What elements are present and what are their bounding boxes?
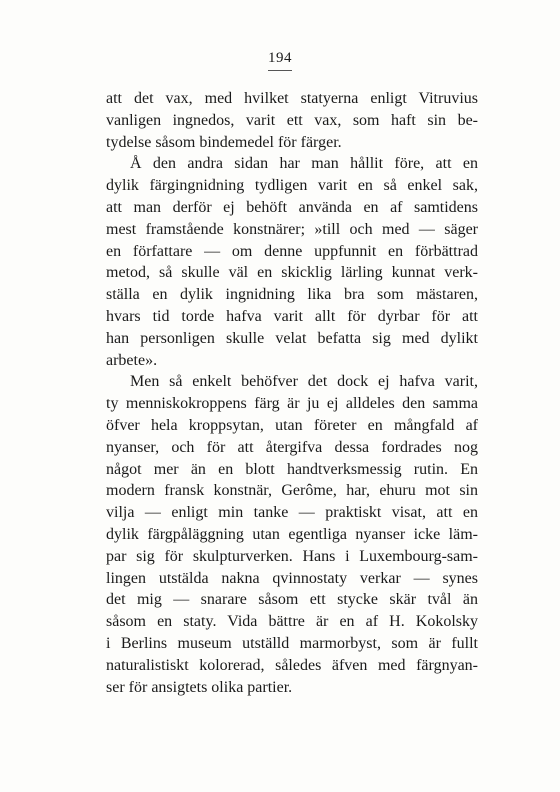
text-line: tydelse såsom bindemedel för färger. bbox=[106, 133, 342, 151]
text-line: nyanser, och för att återgifva dessa fordrades nog bbox=[106, 438, 478, 456]
text-line: öfver hela kroppsytan, utan företer en mångfald af bbox=[106, 416, 478, 434]
text-line: hvars tid torde hafva varit allt för dyrbar för att bbox=[106, 307, 478, 325]
text-line: såsom en staty. Vida bättre är en af H. Kokolsky bbox=[106, 613, 478, 631]
text-line: dylik färgingnidning tydligen varit en så enkel sak, bbox=[106, 177, 478, 195]
text-line: något mer än en blott handtverksmessig rutin. En bbox=[106, 460, 478, 478]
text-line: vilja — enligt min tanke — praktiskt visat, att en bbox=[106, 504, 478, 522]
text-line: han personligen skulle velat befatta sig med dylikt bbox=[106, 329, 478, 347]
text-line: det mig — snarare såsom ett stycke skär tvål än bbox=[106, 591, 478, 609]
body-text bbox=[106, 88, 478, 698]
text-line: vanligen ingnedos, varit ett vax, som haft sin be- bbox=[106, 111, 478, 129]
text-line: mest framstående konstnärer; »till och med — säger bbox=[106, 220, 478, 238]
text-line: naturalistiskt kolorerad, således äfven med färgnyan- bbox=[106, 656, 478, 674]
page-number-rule bbox=[268, 70, 292, 71]
text-line: dylik färgpåläggning utan egentliga nyanser icke läm- bbox=[106, 525, 478, 543]
text-line: ställa en dylik ingnidning lika bra som mästaren, bbox=[106, 286, 478, 304]
text-line: metod, så skulle väl en skicklig lärling kunnat verk- bbox=[106, 264, 478, 282]
text-line: en författare — om denne uppfunnit en förbättrad bbox=[106, 242, 478, 260]
text-line: lingen utstälda nakna qvinnostaty verkar — synes bbox=[106, 569, 478, 587]
text-line: att det vax, med hvilket statyerna enligt Vitruvius bbox=[106, 90, 478, 107]
text-line: par sig för skulpturverken. Hans i Luxembourg-sam- bbox=[106, 547, 478, 565]
text-line: i Berlins museum utställd marmorbyst, som är fullt bbox=[106, 634, 478, 652]
text-line: Men så enkelt behöfver det dock ej hafva varit, bbox=[130, 373, 478, 391]
page-number: 194 bbox=[268, 50, 292, 66]
text-line: Å den andra sidan har man hållit före, att en bbox=[130, 155, 478, 173]
text-line: modern fransk konstnär, Gerôme, har, ehuru mot sin bbox=[106, 482, 478, 500]
text-line: ty menniskokroppens färg är ju ej alldeles den samma bbox=[106, 395, 478, 413]
text-line: att man derför ej behöft använda en af samtidens bbox=[106, 198, 478, 216]
text-line: ser för ansigtets olika partier. bbox=[106, 678, 293, 696]
text-line: arbete». bbox=[106, 351, 158, 369]
